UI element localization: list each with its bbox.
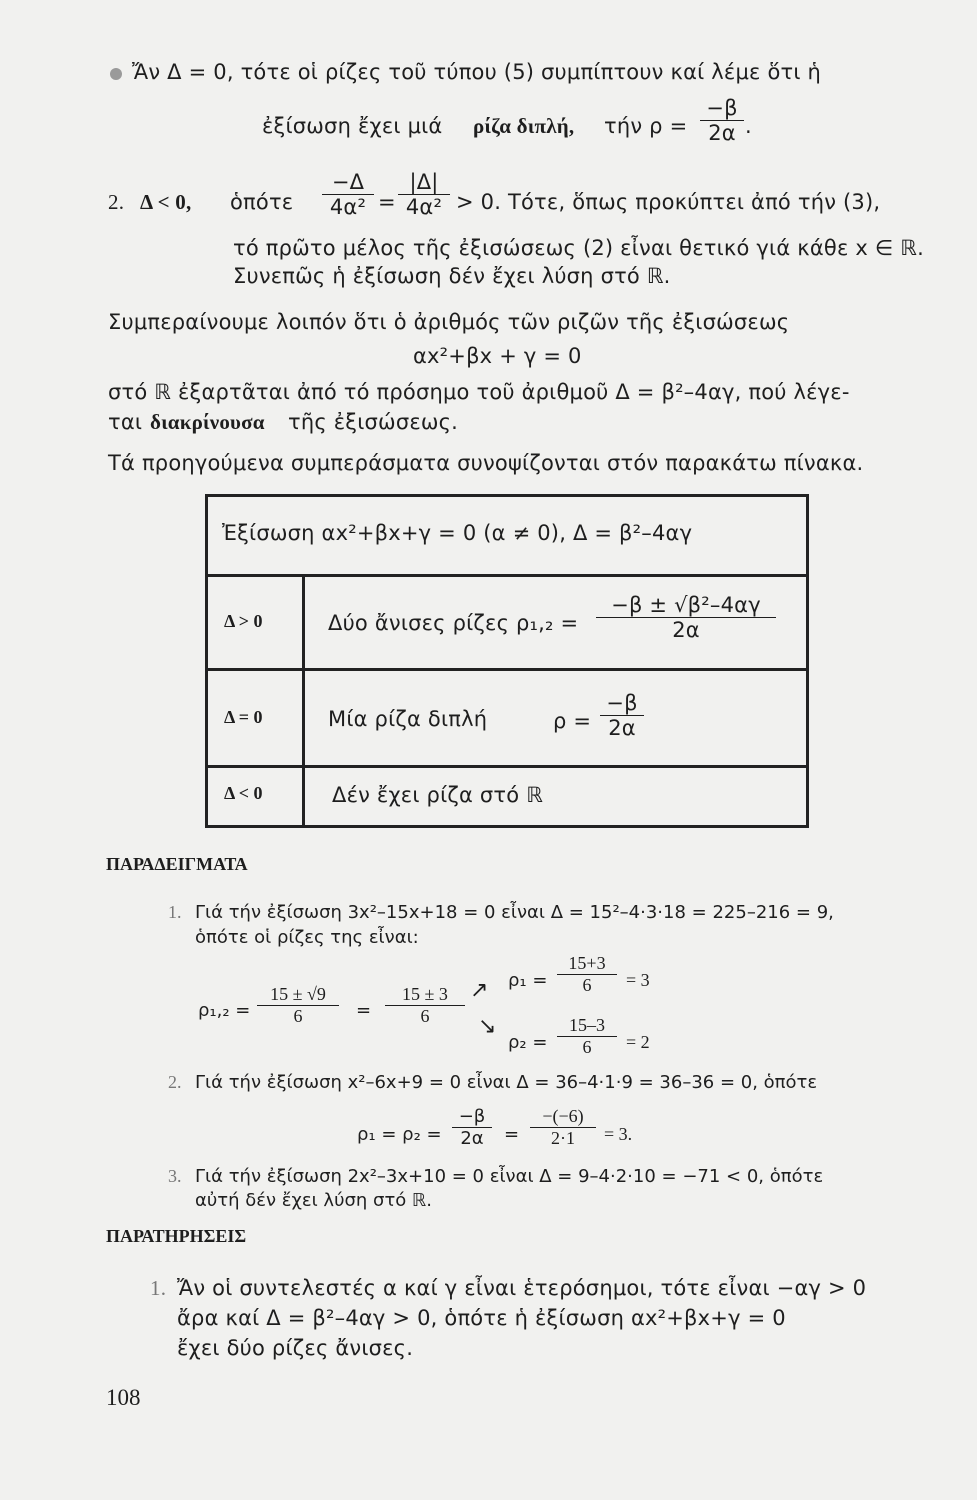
fraction-denominator: 6 [385,1005,465,1027]
root1-value: = 3 [626,970,650,990]
fraction-numerator: −β [606,691,638,715]
case-zero-fraction [700,96,744,145]
case-zero-rho: τήν ρ = [604,114,688,138]
case-zero-end: . [745,114,752,138]
quadratic-equation: αx²+βx + γ = 0 [413,344,582,368]
fraction-numerator: −β [458,1106,486,1127]
table-header: Ἐξίσωση αx²+βx+γ = 0 (α ≠ 0), Δ = β²–4αγ [222,521,693,545]
row1-condition: Δ > 0 [224,611,263,631]
row3-text: Δέν ἔχει ρίζα στό ℝ [332,783,544,807]
example2-number: 2. [168,1072,182,1092]
row2-fraction [600,691,644,740]
row2-condition: Δ = 0 [224,707,263,727]
case-negative-line2: τό πρῶτο μέλος τῆς ἐξισώσεως (2) εἶναι θετικό γιά κάθε x ∈ ℝ. [233,236,924,260]
example2-value: = 3. [604,1124,633,1144]
table-divider [208,765,806,768]
fraction-numerator: |Δ| [409,170,439,194]
fraction-denominator: 2α [596,617,776,642]
row3-condition: Δ < 0 [224,783,263,803]
row2-rho: ρ = [553,709,592,733]
example1-number: 1. [168,902,182,922]
case-zero-line1: Ἄν Δ = 0, τότε οἱ ρίζες τοῦ τύπου (5) συμπίπτουν καί λέμε ὅτι ἡ [132,60,822,84]
example1-line2: ὁπότε οἱ ρίζες της εἶναι: [195,927,419,948]
fraction-denominator: 6 [557,1036,617,1058]
remark-line1: Ἄν οἱ συντελεστές α καί γ εἶναι ἑτερόσημοι, τότε εἶναι −αγ > 0 [177,1276,867,1300]
page-number: 108 [106,1385,141,1410]
fraction-denominator: 4α² [322,194,374,219]
root1-fraction [557,953,617,996]
remark-line3: ἔχει δύο ρίζες ἄνισες. [177,1336,414,1360]
fraction-denominator: 2·1 [530,1127,596,1149]
fraction-numerator: 15 ± √9 [270,984,326,1004]
double-root-term: ρίζα διπλή, [473,114,575,138]
table-divider [208,574,806,577]
discriminant-term: διακρίνουσα [150,410,265,434]
example2-lhs: ρ₁ = ρ₂ = [357,1124,442,1145]
conclusion-line1: Συμπεραίνουμε λοιπόν ὅτι ὁ ἀριθμός τῶν ριζῶν τῆς ἐξισώσεως [108,310,790,334]
minus-delta-fraction [322,170,374,219]
row1-text: Δύο ἄνισες ρίζες ρ₁,₂ = [328,611,579,635]
conclusion-line5: Τά προηγούμενα συμπεράσματα συνοψίζονται στόν παρακάτω πίνακα. [108,451,864,475]
bullet-point [110,68,122,80]
fraction-denominator: 6 [257,1005,339,1027]
example1-line1: Γιά τήν ἐξίσωση 3x²–15x+18 = 0 εἶναι Δ = 15²–4·3·18 = 225–216 = 9, [195,902,834,923]
row2-text: Μία ρίζα διπλή [328,707,488,731]
examples-heading: ΠΑΡΑΔΕΙΓΜΑΤΑ [106,854,248,874]
fraction-denominator: 2α [452,1127,492,1149]
abs-delta-fraction [398,170,450,219]
fraction-numerator: −Δ [331,170,365,194]
remark-number: 1. [150,1276,167,1300]
case-zero-line2-prefix: ἐξίσωση ἔχει μιά [262,114,443,138]
fraction-denominator: 6 [557,974,617,996]
fraction-denominator: 4α² [398,194,450,219]
example2-line1: Γιά τήν ἐξίσωση x²–6x+9 = 0 εἶναι Δ = 36–4·1·9 = 36–36 = 0, ὁπότε [195,1072,818,1093]
root2-label: ρ₂ = [508,1032,548,1053]
example1-fraction1 [257,984,339,1027]
conclusion-line4-suffix: τῆς ἐξισώσεως. [288,410,459,434]
case-negative-rest: > 0. Τότε, ὅπως προκύπτει ἀπό τήν (3), [456,190,881,214]
equals-sign: = [504,1124,520,1145]
fraction-numerator: −β ± √β²–4αγ [611,593,761,617]
case-negative-thus: ὁπότε [230,190,294,214]
root2-fraction [557,1015,617,1058]
example2-fraction1 [452,1106,492,1149]
fraction-numerator: −β [706,96,738,120]
fraction-denominator: 2α [600,715,644,740]
example3-number: 3. [168,1166,182,1186]
remarks-heading: ΠΑΡΑΤΗΡΗΣΕΙΣ [106,1226,247,1246]
fraction-numerator: 15+3 [568,953,606,973]
equals-sign: = [378,190,396,214]
remark-line2: ἄρα καί Δ = β²–4αγ > 0, ὁπότε ἡ ἐξίσωση αx²+βx+γ = 0 [177,1306,786,1330]
conclusion-line3: στό ℝ ἐξαρτᾶται ἀπό τό πρόσημο τοῦ ἀριθμοῦ Δ = β²–4αγ, πού λέγε- [108,380,850,404]
equals-sign: = [356,1000,372,1021]
case-negative-line3: Συνεπῶς ἡ ἐξίσωση δέν ἔχει λύση στό ℝ. [233,264,671,288]
example1-rho12: ρ₁,₂ = [198,1000,251,1021]
row1-fraction [596,593,776,642]
case-number: 2. [108,190,125,214]
arrow-down-right-icon: ↘ [478,1014,497,1039]
conclusion-line4-prefix: ται [108,410,143,434]
fraction-denominator: 2α [700,120,744,145]
fraction-numerator: 15–3 [569,1015,605,1035]
arrow-up-right-icon: ↗ [470,978,489,1003]
summary-table [205,494,809,828]
fraction-numerator: −(−6) [542,1106,584,1126]
table-column-divider [302,574,305,825]
table-divider [208,668,806,671]
example3-line2: αὐτή δέν ἔχει λύση στό ℝ. [195,1190,432,1211]
fraction-numerator: 15 ± 3 [402,984,448,1004]
case-negative-condition: Δ < 0, [140,190,192,214]
root1-label: ρ₁ = [508,970,548,991]
root2-value: = 2 [626,1032,650,1052]
example3-line1: Γιά τήν ἐξίσωση 2x²–3x+10 = 0 εἶναι Δ = 9–4·2·10 = −71 < 0, ὁπότε [195,1166,824,1187]
example1-fraction2 [385,984,465,1027]
example2-fraction2 [530,1106,596,1149]
